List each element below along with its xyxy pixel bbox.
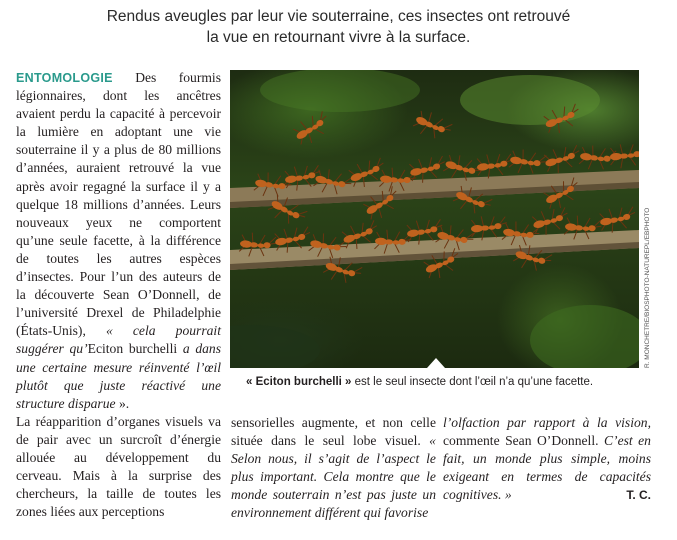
word: rapport: [533, 415, 576, 430]
word: que: [400, 469, 420, 485]
word: important.: [260, 469, 318, 485]
word: au: [74, 449, 87, 465]
word: par: [507, 415, 527, 430]
article-column-1: [16, 69, 221, 521]
article-photo: [230, 70, 639, 368]
ants-illustration: [230, 70, 639, 368]
caption-species: « Eciton burchelli »: [246, 376, 352, 388]
word: [55, 450, 74, 465]
word: [87, 450, 106, 465]
word: le: [426, 469, 436, 485]
word: [608, 415, 616, 430]
word: montre: [355, 469, 394, 485]
word: plus: [539, 451, 563, 467]
word: pas: [366, 487, 386, 503]
word: [489, 469, 501, 484]
subtitle: [0, 6, 677, 48]
word: taille: [106, 486, 134, 502]
word: à: [110, 468, 117, 484]
word: [91, 432, 99, 447]
word: pair: [36, 431, 58, 447]
word: O’Donnell.: [536, 433, 599, 449]
subtitle-line-2: la vue en retournant vivre à la surface.: [206, 29, 471, 46]
word: va: [208, 413, 221, 429]
word: il: [304, 451, 312, 467]
ant: [476, 152, 514, 180]
leaf: [530, 305, 639, 368]
word: du: [207, 449, 221, 465]
word: surprise: [148, 468, 192, 484]
word: sensorielles: [231, 415, 295, 430]
section-kicker: ENTOMOLOGIE: [16, 71, 113, 85]
word: [531, 451, 540, 466]
word: les: [205, 486, 222, 502]
word: qui: [363, 505, 382, 521]
word: [29, 432, 37, 447]
word: [563, 451, 572, 466]
word: de: [142, 486, 156, 502]
word: lobe: [353, 433, 377, 449]
word: [197, 486, 206, 501]
word: un: [98, 431, 113, 447]
word: en: [638, 433, 651, 449]
word: non: [382, 415, 403, 430]
word: différent: [314, 505, 361, 521]
word: [345, 433, 353, 448]
word: celle: [410, 415, 436, 430]
word: le: [304, 433, 315, 449]
word: »: [504, 487, 512, 503]
word: d’organes: [106, 413, 160, 429]
word: s’agit: [318, 451, 350, 467]
word: [562, 469, 574, 484]
word: cognitives.: [443, 487, 502, 503]
word: termes: [526, 469, 563, 485]
word: la: [597, 415, 608, 430]
word: [514, 469, 526, 484]
ant: [411, 108, 454, 145]
word: fait,: [443, 451, 465, 467]
word: l’aspect: [376, 451, 420, 467]
ant: [291, 109, 334, 148]
word: dans: [271, 433, 297, 449]
word: un: [422, 487, 437, 503]
word: [62, 468, 73, 483]
word: exigeant: [443, 469, 490, 485]
word: à: [582, 415, 590, 430]
leaf: [460, 75, 600, 125]
word: La: [16, 413, 31, 429]
photo-pointer: [427, 358, 445, 368]
word: Mais: [72, 468, 100, 484]
word: allouée: [16, 449, 56, 465]
word: plus: [231, 469, 254, 485]
article-column-2: [231, 414, 436, 523]
word: [58, 432, 66, 447]
word: C’est: [603, 433, 633, 449]
author-signature: T. C.: [626, 488, 651, 503]
word: [588, 469, 600, 484]
word: aux: [78, 504, 99, 520]
word: juste: [391, 487, 417, 503]
word: un: [473, 451, 487, 467]
ant: [531, 205, 572, 237]
photo-credit: [640, 70, 654, 368]
word: vision,: [615, 415, 651, 430]
word: [376, 433, 384, 448]
word: [189, 450, 208, 465]
word: [192, 468, 203, 483]
word: [97, 486, 106, 501]
word: [162, 432, 170, 447]
word: [526, 415, 534, 430]
word: [138, 468, 149, 483]
word: Sean: [505, 433, 532, 449]
photo-credit-text: R. MONCHETRE/BIOSPHOTO-NATUREPL/EBPHOTO: [644, 207, 651, 368]
word: augmente,: [301, 415, 359, 430]
word: toutes: [164, 486, 197, 502]
photo-caption: [246, 374, 646, 390]
word: [263, 433, 271, 448]
word: [421, 433, 429, 448]
paragraph-1-end: ».: [115, 395, 130, 411]
word: cerveau.: [16, 468, 62, 484]
ant: [542, 143, 583, 175]
word: «: [429, 433, 436, 449]
word: développement: [105, 449, 189, 465]
word: la: [87, 486, 98, 502]
word: monde: [231, 487, 268, 503]
ant: [609, 143, 639, 169]
word: liées: [50, 504, 76, 520]
word: [78, 486, 87, 501]
word: Selon: [231, 451, 262, 467]
word: visuel.: [384, 433, 421, 449]
leaf: [230, 325, 320, 368]
word: n’est: [334, 487, 362, 503]
word: réapparition: [35, 413, 102, 429]
word: surcroît: [120, 431, 162, 447]
word: des: [202, 468, 222, 484]
word: et: [365, 415, 376, 430]
word: [575, 415, 583, 430]
word: d’énergie: [169, 431, 222, 447]
word: le: [426, 451, 436, 467]
word: [589, 415, 597, 430]
word: visuels: [165, 413, 203, 429]
word: [375, 415, 382, 430]
word: [100, 468, 111, 483]
word: souterrain: [272, 487, 330, 503]
word: capacités: [599, 469, 652, 485]
species-name: Eciton burchelli: [87, 341, 178, 357]
word: [487, 451, 496, 466]
paragraph-1-lead: Des fourmis légionnaires, dont les ancêtres avaient perdu la capacité à percevoir la lumière en adoptant une vie souterraine il y a plus de 80 millions d’années, auraient retrouvé la vue après avoir regagné la surface il y a quelque 18 millions d’années. Leurs nouveaux yeux ne comportent qu’une seule facette, à la différence de toutes les autres espèces d’insectes. Pour l’un des auteurs de la découverte Sean O’Donnell, de l’université Drexel de Philadelphie (États-Unis),: [16, 70, 221, 339]
word: [465, 451, 474, 466]
word: chercheurs,: [16, 486, 79, 502]
word: [312, 451, 319, 466]
article-column-3: [443, 414, 651, 504]
word: [117, 468, 128, 483]
word: en: [501, 469, 515, 485]
paragraph-2-start: [16, 413, 221, 522]
word: commente: [443, 433, 500, 449]
subtitle-line-1: Rendus aveugles par leur vie souterraine, ces insectes ont retrouvé: [106, 8, 571, 25]
word: zones: [16, 504, 47, 520]
word: avec: [65, 431, 91, 447]
word: favorise: [384, 505, 429, 521]
word: [314, 433, 322, 448]
word: Cela: [323, 469, 350, 485]
caption-text: est le seul insecte dont l’œil n’a qu’une facette.: [351, 376, 594, 388]
word: de: [356, 451, 370, 467]
ant: [508, 148, 548, 178]
word: monde: [495, 451, 532, 467]
word: la: [127, 468, 138, 484]
leaf: [260, 70, 420, 112]
quote-1-b: a dans une certaine mesure réinventé l’œil plutôt que juste réactivé une structure disparue: [16, 341, 222, 411]
quote-1-a: « cela pourrait suggérer qu’: [16, 323, 221, 357]
word: nous,: [268, 451, 298, 467]
paragraph-1: [16, 69, 221, 413]
word: moins: [618, 451, 651, 467]
word: [610, 451, 619, 466]
word: perceptions: [101, 504, 165, 520]
word: simple,: [571, 451, 610, 467]
word: située: [231, 433, 263, 449]
word: environnement: [231, 505, 312, 521]
ant: [598, 205, 638, 235]
word: de: [574, 469, 588, 485]
word: [294, 415, 301, 430]
word: seul: [322, 433, 345, 449]
word: de: [16, 431, 29, 447]
word: l’olfaction: [443, 415, 500, 430]
